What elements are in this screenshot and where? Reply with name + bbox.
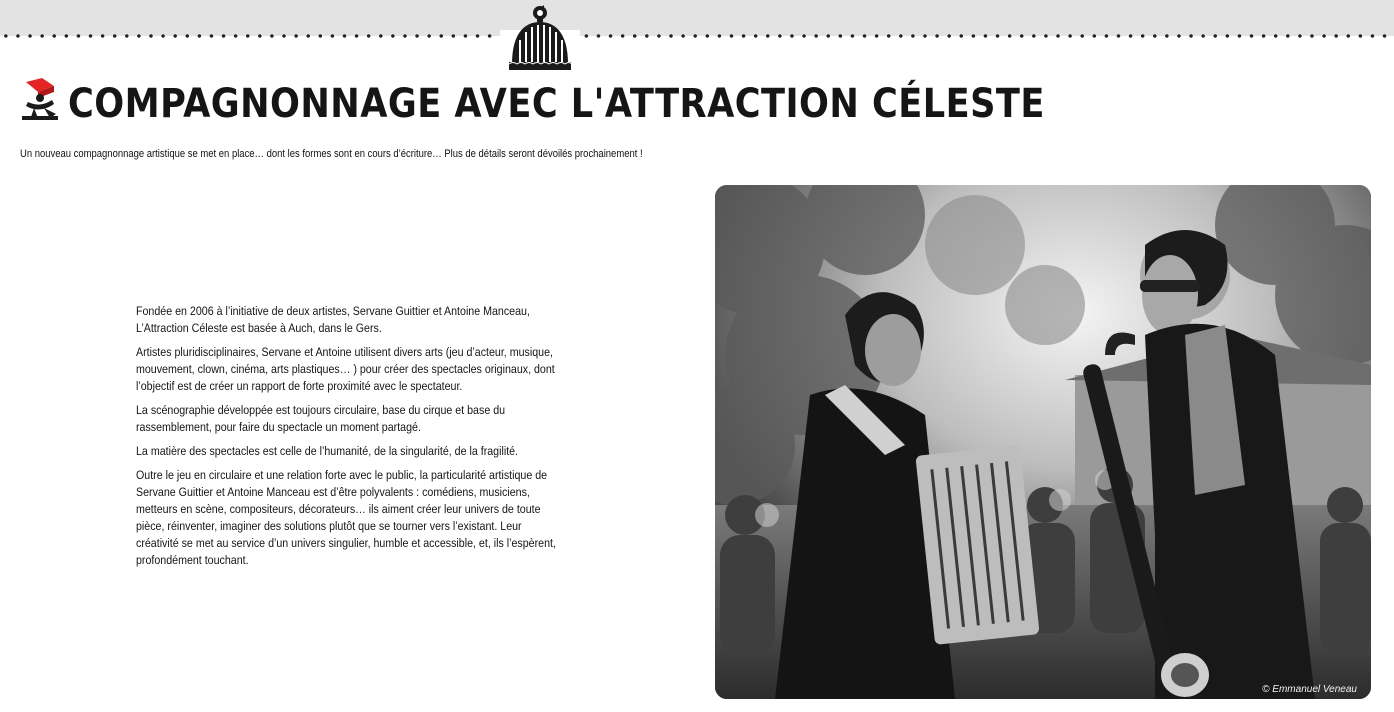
page-title: COMPAGNONNAGE AVEC L'ATTRACTION CÉLESTE <box>68 81 1045 127</box>
description-paragraph: Artistes pluridisciplinaires, Servane et Antoine utilisent divers arts (jeu d’acteur, musique, mouvement, clown, cinéma, arts plastiques… ) pour créer des spectacles originaux, dont l’objectif est de créer un rapport de forte proximité avec le spectateur. <box>136 345 555 393</box>
performance-photo <box>715 185 1371 699</box>
top-bar <box>0 0 1394 36</box>
bookshelf-character-icon <box>20 78 60 122</box>
description-paragraph: La matière des spectacles est celle de l’humanité, de la singularité, de la fragilité. <box>136 444 519 458</box>
photo-credit: © Emmanuel Veneau <box>1262 684 1357 695</box>
photo-illustration <box>715 185 1371 699</box>
description-block <box>136 303 566 576</box>
description-paragraph: Outre le jeu en circulaire et une relation forte avec le public, la particularité artistique de Servane Guittier et Antoine Manceau est d’être polyvalents : comédiens, musiciens, metteurs en scène, compositeurs, décorateurs… ils aiment créer leur univers de toute pièce, réinventer, imaginer des solutions plutôt que se tourner vers l’existant. Leur créativité se met au service d’un univers singulier, humble et accessible, et, ils l’espèrent, profondément touchant. <box>136 468 556 567</box>
description-paragraph: Fondée en 2006 à l’initiative de deux artistes, Servane Guittier et Antoine Manceau, L’Attraction Céleste est basée à Auch, dans le Gers. <box>136 304 530 335</box>
dotted-divider <box>0 33 1394 39</box>
intro-text: Un nouveau compagnonnage artistique se met en place… dont les formes sont en cours d’écriture… Plus de détails seront dévoilés prochainement ! <box>20 148 643 160</box>
cage-logo-icon[interactable] <box>506 4 574 74</box>
description-paragraph: La scénographie développée est toujours circulaire, base du cirque et base du rassemblement, pour faire du spectacle un moment partagé. <box>136 403 506 434</box>
